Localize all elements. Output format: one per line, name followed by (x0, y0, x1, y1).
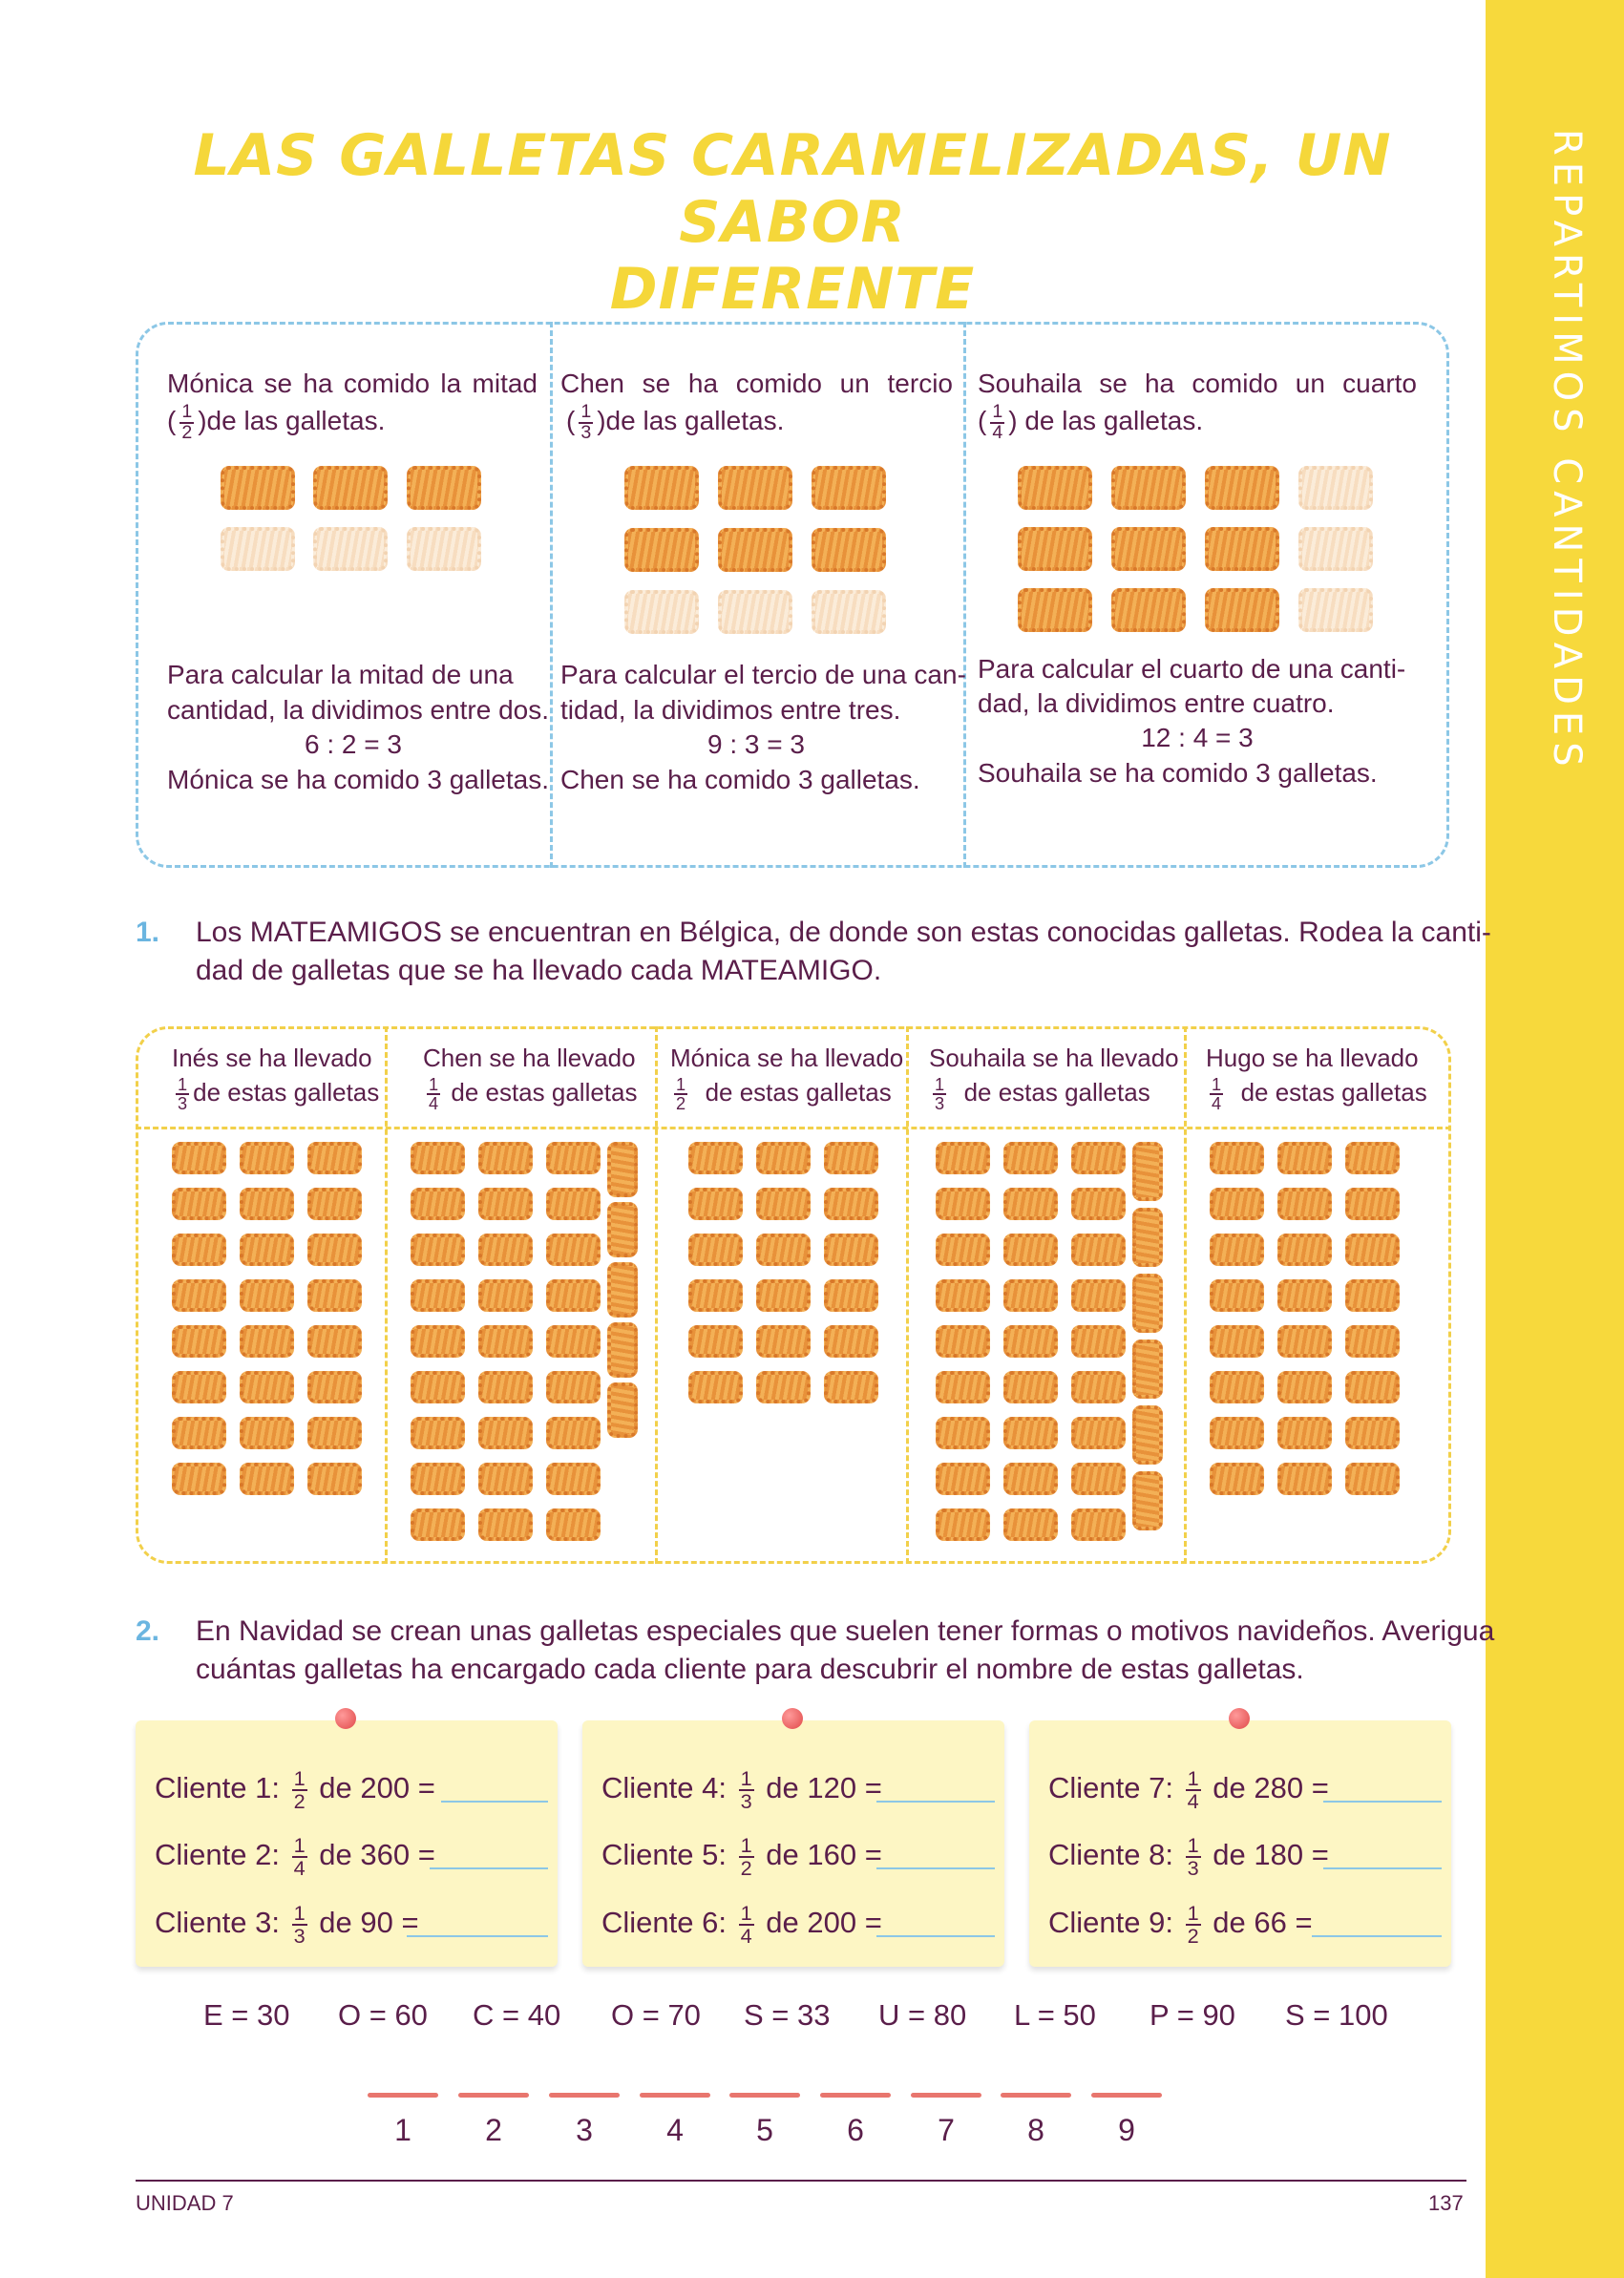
cookie-icon (607, 1382, 638, 1438)
fraction: $\frac{1}{2}$ (676, 1074, 686, 1114)
cookie-icon (756, 1325, 811, 1358)
cookie-icon (607, 1202, 638, 1257)
client-9-answer[interactable] (1312, 1935, 1442, 1937)
cookie-icon (307, 1417, 362, 1449)
cookie-icon (936, 1234, 990, 1266)
cookie-icon (688, 1279, 743, 1312)
cookie-icon (307, 1371, 362, 1403)
cookie-icon (607, 1262, 638, 1318)
cookie-icon (1003, 1325, 1058, 1358)
intro-col3-fraction-line: ( $\frac{1}{4}$ ) de las galletas. (978, 401, 1204, 443)
key-item: O = 60 (338, 1998, 428, 2032)
cookie-icon (936, 1188, 990, 1220)
cookie-icon (607, 1322, 638, 1378)
cookie-icon (1205, 588, 1279, 632)
answer-slot[interactable] (640, 2093, 710, 2098)
cookie-icon (1205, 466, 1279, 510)
fraction: $\frac{1}{4}$ (293, 1833, 306, 1880)
fraction: $\frac{1}{3}$ (935, 1074, 945, 1114)
cookie-icon (1071, 1188, 1126, 1220)
cookie-icon (718, 466, 792, 510)
q1-divider-3 (906, 1026, 909, 1564)
fraction: $\frac{1}{2}$ (1187, 1901, 1199, 1948)
cookie-icon (936, 1142, 990, 1174)
cookie-icon (172, 1463, 226, 1495)
cookie-icon (1277, 1417, 1332, 1449)
cookie-icon (478, 1234, 533, 1266)
client-1-answer[interactable] (441, 1801, 548, 1803)
cookie-icon (172, 1188, 226, 1220)
cookie-icon (1210, 1325, 1264, 1358)
q1-col-chen: Chen se ha llevado $\frac{1}{4}$ de estas galletas (423, 1044, 638, 1114)
cookie-icon (1003, 1188, 1058, 1220)
client-2-answer[interactable] (430, 1867, 548, 1869)
cookie-icon (688, 1325, 743, 1358)
cookie-icon (812, 466, 886, 510)
cookie-icon (221, 527, 295, 571)
cookie-icon (1132, 1208, 1163, 1267)
cookie-icon (824, 1325, 878, 1358)
intro-col1-operation: 6 : 2 = 3 (305, 729, 402, 759)
cookie-icon (1003, 1234, 1058, 1266)
cookie-icon (718, 528, 792, 572)
cookie-icon (546, 1325, 601, 1358)
cookie-icon (307, 1234, 362, 1266)
cookie-icon (240, 1371, 294, 1403)
cookie-icon (240, 1279, 294, 1312)
cookie-icon (407, 527, 481, 571)
fraction: $\frac{1}{4}$ (1187, 1766, 1199, 1813)
cookie-icon (1132, 1142, 1163, 1201)
intro-col1-result: Mónica se ha comido 3 galletas. (167, 765, 549, 794)
fraction: $\frac{1}{3}$ (293, 1901, 306, 1948)
q1-text-line1: Los MATEAMIGOS se encuentran en Bélgica, de donde son estas conocidas galletas. Rodea la canti- (196, 917, 1491, 948)
key-item: L = 50 (1014, 1998, 1096, 2032)
cookie-icon (824, 1371, 878, 1403)
key-item: E = 30 (203, 1998, 290, 2032)
intro-col1-fraction-line: ( $\frac{1}{2}$ )de las galletas. (167, 401, 386, 443)
cookie-icon (824, 1188, 878, 1220)
cookie-icon (1298, 466, 1373, 510)
cookie-icon (1132, 1405, 1163, 1465)
answer-number: 9 (1118, 2113, 1135, 2147)
cookie-icon (478, 1417, 533, 1449)
q1-divider-2 (655, 1026, 658, 1564)
cookie-icon (1298, 588, 1373, 632)
cookie-icon (1071, 1417, 1126, 1449)
cookie-icon (172, 1371, 226, 1403)
client-3: Cliente 3: $\frac{1}{3}$ de 90 = (155, 1901, 419, 1948)
cookie-icon (546, 1508, 601, 1541)
client-6-answer[interactable] (876, 1935, 995, 1937)
answer-slot[interactable] (820, 2093, 891, 2098)
q1-col-hugo: Hugo se ha llevado $\frac{1}{4}$ de estas galletas (1206, 1044, 1427, 1114)
sidebar-title (1486, 0, 1624, 2278)
fraction: $\frac{1}{4}$ (429, 1074, 439, 1114)
cookie-icon (172, 1234, 226, 1266)
cookie-icon (411, 1234, 465, 1266)
key-item: P = 90 (1149, 1998, 1235, 2032)
cookie-icon (1071, 1371, 1126, 1403)
fraction: $\frac{1}{3}$ (580, 401, 592, 443)
cookie-icon (812, 528, 886, 572)
cookie-icon (688, 1234, 743, 1266)
cookie-icon (1277, 1234, 1332, 1266)
cookie-icon (240, 1142, 294, 1174)
cookie-icon (546, 1371, 601, 1403)
client-2: Cliente 2: $\frac{1}{4}$ de 360 = (155, 1833, 435, 1880)
q1-col-ines: Inés se ha llevado $\frac{1}{3}$ de estas galletas (172, 1044, 380, 1114)
answer-slot[interactable] (911, 2093, 981, 2098)
cookie-icon (1345, 1279, 1400, 1312)
pin-icon (782, 1708, 803, 1729)
cookie-icon (307, 1279, 362, 1312)
answer-slot[interactable] (729, 2093, 800, 2098)
answer-number: 1 (394, 2113, 411, 2147)
cookie-icon (624, 466, 699, 510)
cookie-icon (1003, 1142, 1058, 1174)
cookie-icon (313, 466, 388, 510)
client-6: Cliente 6: $\frac{1}{4}$ de 200 = (601, 1901, 882, 1948)
cookie-icon (1205, 527, 1279, 571)
cookie-icon (411, 1508, 465, 1541)
cookie-icon (1345, 1371, 1400, 1403)
answer-number: 3 (576, 2113, 593, 2147)
client-1: Cliente 1: $\frac{1}{2}$ de 200 = (155, 1766, 435, 1813)
client-7-answer[interactable] (1323, 1801, 1442, 1803)
answer-number: 8 (1027, 2113, 1044, 2147)
cookie-icon (411, 1188, 465, 1220)
cookie-icon (936, 1325, 990, 1358)
cookie-icon (1132, 1339, 1163, 1399)
cookie-icon (172, 1325, 226, 1358)
cookie-icon (1345, 1142, 1400, 1174)
q2-text-line2: cuántas galletas ha encargado cada cliente para descubrir el nombre de estas galletas. (196, 1654, 1304, 1685)
cookie-icon (411, 1325, 465, 1358)
cookie-icon (1277, 1279, 1332, 1312)
footer-rule (136, 2180, 1466, 2182)
answer-number: 2 (485, 2113, 502, 2147)
fraction: $\frac{1}{2}$ (181, 401, 193, 443)
cookie-icon (1111, 466, 1186, 510)
cookie-icon (1111, 527, 1186, 571)
cookie-icon (411, 1417, 465, 1449)
cookie-icon (936, 1417, 990, 1449)
cookie-icon (546, 1142, 601, 1174)
cookie-icon (824, 1142, 878, 1174)
intro-col3-line1: Souhaila se ha comido un cuarto (978, 369, 1417, 398)
cookie-icon (1018, 466, 1092, 510)
cookie-icon (1071, 1508, 1126, 1541)
cookie-icon (1345, 1417, 1400, 1449)
cookie-icon (1210, 1279, 1264, 1312)
cookie-icon (718, 590, 792, 634)
cookie-icon (546, 1463, 601, 1495)
title-line-1: LAS GALLETAS CARAMELIZADAS, UN SABOR (193, 122, 1392, 256)
intro-col2-exp2: tidad, la dividimos entre tres. (560, 695, 901, 725)
intro-col2-line1: Chen se ha comido un tercio (560, 369, 953, 398)
fraction: $\frac{1}{4}$ (1212, 1074, 1222, 1114)
cookie-icon (1003, 1371, 1058, 1403)
cookie-icon (756, 1279, 811, 1312)
cookie-icon (478, 1279, 533, 1312)
cookie-icon (313, 527, 388, 571)
fraction: $\frac{1}{2}$ (740, 1833, 752, 1880)
cookie-icon (1003, 1279, 1058, 1312)
answer-number: 7 (938, 2113, 955, 2147)
pin-icon (335, 1708, 356, 1729)
cookie-icon (546, 1417, 601, 1449)
q1-divider-4 (1184, 1026, 1187, 1564)
intro-col1-exp1: Para calcular la mitad de una (167, 660, 514, 689)
cookie-icon (1071, 1234, 1126, 1266)
page-title (172, 122, 1413, 323)
intro-col2-exp1: Para calcular el tercio de una can- (560, 660, 966, 689)
cookie-icon (478, 1325, 533, 1358)
cookie-icon (756, 1142, 811, 1174)
cookie-icon (478, 1371, 533, 1403)
q1-header-rule (136, 1127, 1451, 1129)
cookie-icon (240, 1417, 294, 1449)
footer-unit: UNIDAD 7 (136, 2191, 234, 2215)
client-3-answer[interactable] (407, 1935, 548, 1937)
key-item: C = 40 (473, 1998, 561, 2032)
cookie-icon (1277, 1142, 1332, 1174)
cookie-icon (1277, 1188, 1332, 1220)
cookie-icon (172, 1142, 226, 1174)
cookie-icon (240, 1325, 294, 1358)
q1-col-monica: Mónica se ha llevado $\frac{1}{2}$ de estas galletas (670, 1044, 904, 1114)
cookie-icon (936, 1508, 990, 1541)
cookie-icon (1071, 1279, 1126, 1312)
cookie-icon (1003, 1463, 1058, 1495)
cookie-icon (1298, 527, 1373, 571)
key-item: O = 70 (611, 1998, 701, 2032)
cookie-icon (1071, 1325, 1126, 1358)
intro-divider-2 (963, 322, 966, 868)
client-5-answer[interactable] (876, 1867, 995, 1869)
cookie-icon (812, 590, 886, 634)
client-8-answer[interactable] (1323, 1867, 1442, 1869)
intro-col1-line1: Mónica se ha comido la mitad (167, 369, 538, 398)
q1-number: 1. (136, 917, 160, 948)
cookie-icon (1210, 1463, 1264, 1495)
cookie-icon (756, 1234, 811, 1266)
intro-col1-exp2: cantidad, la dividimos entre dos. (167, 695, 549, 725)
cookie-icon (1210, 1142, 1264, 1174)
intro-col3-exp1: Para calcular el cuarto de una canti- (978, 654, 1406, 684)
cookie-icon (936, 1463, 990, 1495)
cookie-icon (546, 1279, 601, 1312)
cookie-icon (1071, 1463, 1126, 1495)
cookie-icon (478, 1463, 533, 1495)
cookie-icon (824, 1279, 878, 1312)
title-line-2: DIFERENTE (609, 256, 976, 323)
cookie-icon (546, 1188, 601, 1220)
cookie-icon (1003, 1417, 1058, 1449)
cookie-icon (478, 1508, 533, 1541)
fraction: $\frac{1}{3}$ (740, 1766, 752, 1813)
cookie-icon (1003, 1508, 1058, 1541)
sidebar-label: REPARTIMOS CANTIDADES (1545, 129, 1589, 773)
key-item: U = 80 (878, 1998, 967, 2032)
cookie-icon (1345, 1463, 1400, 1495)
cookie-icon (411, 1371, 465, 1403)
pin-icon (1229, 1708, 1250, 1729)
intro-col3-operation: 12 : 4 = 3 (1141, 723, 1254, 752)
cookie-icon (1210, 1234, 1264, 1266)
cookie-icon (1345, 1188, 1400, 1220)
cookie-icon (756, 1188, 811, 1220)
cookie-icon (1277, 1463, 1332, 1495)
cookie-icon (546, 1234, 601, 1266)
fraction: $\frac{1}{4}$ (992, 401, 1003, 443)
client-9: Cliente 9: $\frac{1}{2}$ de 66 = (1048, 1901, 1313, 1948)
cookie-icon (1071, 1142, 1126, 1174)
intro-divider-1 (550, 322, 553, 868)
cookie-icon (824, 1234, 878, 1266)
cookie-icon (478, 1142, 533, 1174)
cookie-icon (624, 590, 699, 634)
q2-text-line1: En Navidad se crean unas galletas especiales que suelen tener formas o motivos navideños. Averigua (196, 1615, 1495, 1647)
client-7: Cliente 7: $\frac{1}{4}$ de 280 = (1048, 1766, 1329, 1813)
cookie-icon (1277, 1371, 1332, 1403)
cookie-icon (624, 528, 699, 572)
cookie-icon (1018, 588, 1092, 632)
answer-number: 5 (756, 2113, 773, 2147)
cookie-icon (240, 1463, 294, 1495)
q2-number: 2. (136, 1615, 160, 1647)
cookie-icon (1277, 1325, 1332, 1358)
q1-col-souhaila: Souhaila se ha llevado $\frac{1}{3}$ de estas galletas (929, 1044, 1179, 1114)
cookie-icon (1210, 1371, 1264, 1403)
cookie-icon (172, 1417, 226, 1449)
cookie-icon (478, 1188, 533, 1220)
cookie-icon (240, 1234, 294, 1266)
intro-col2-operation: 9 : 3 = 3 (707, 729, 805, 759)
cookie-icon (172, 1279, 226, 1312)
fraction: $\frac{1}{4}$ (740, 1901, 752, 1948)
answer-slot[interactable] (1091, 2093, 1162, 2098)
cookie-icon (407, 466, 481, 510)
fraction: $\frac{1}{2}$ (293, 1766, 306, 1813)
intro-col3-result: Souhaila se ha comido 3 galletas. (978, 758, 1378, 788)
cookie-icon (688, 1142, 743, 1174)
cookie-icon (1132, 1471, 1163, 1530)
cookie-icon (411, 1279, 465, 1312)
cookie-icon (1345, 1234, 1400, 1266)
cookie-icon (1111, 588, 1186, 632)
cookie-icon (1132, 1274, 1163, 1333)
intro-col3-exp2: dad, la dividimos entre cuatro. (978, 688, 1335, 718)
cookie-icon (1210, 1188, 1264, 1220)
intro-col2-result: Chen se ha comido 3 galletas. (560, 765, 920, 794)
cookie-icon (307, 1463, 362, 1495)
cookie-icon (411, 1463, 465, 1495)
cookie-icon (607, 1142, 638, 1197)
client-4: Cliente 4: $\frac{1}{3}$ de 120 = (601, 1766, 882, 1813)
cookie-icon (936, 1279, 990, 1312)
fraction: $\frac{1}{3}$ (178, 1074, 188, 1114)
cookie-icon (688, 1371, 743, 1403)
cookie-icon (307, 1188, 362, 1220)
cookie-icon (411, 1142, 465, 1174)
intro-col2-fraction-line: ( $\frac{1}{3}$ )de las galletas. (566, 401, 785, 443)
key-item: S = 33 (744, 1998, 831, 2032)
cookie-icon (756, 1371, 811, 1403)
q1-divider-1 (385, 1026, 388, 1564)
cookie-icon (1345, 1325, 1400, 1358)
cookie-icon (307, 1325, 362, 1358)
q1-text-line2: dad de galletas que se ha llevado cada MATEAMIGO. (196, 955, 882, 986)
answer-slot[interactable] (368, 2093, 438, 2098)
answer-slot[interactable] (1001, 2093, 1071, 2098)
cookie-icon (240, 1188, 294, 1220)
fraction: $\frac{1}{3}$ (1187, 1833, 1199, 1880)
client-4-answer[interactable] (876, 1801, 995, 1803)
cookie-icon (1018, 527, 1092, 571)
cookie-icon (1210, 1417, 1264, 1449)
answer-number: 6 (847, 2113, 864, 2147)
answer-slot[interactable] (458, 2093, 529, 2098)
cookie-icon (936, 1371, 990, 1403)
footer-page-number: 137 (1428, 2191, 1464, 2215)
cookie-icon (221, 466, 295, 510)
answer-slot[interactable] (549, 2093, 620, 2098)
cookie-icon (688, 1188, 743, 1220)
client-8: Cliente 8: $\frac{1}{3}$ de 180 = (1048, 1833, 1329, 1880)
client-5: Cliente 5: $\frac{1}{2}$ de 160 = (601, 1833, 882, 1880)
cookie-icon (307, 1142, 362, 1174)
key-item: S = 100 (1285, 1998, 1388, 2032)
answer-number: 4 (666, 2113, 684, 2147)
